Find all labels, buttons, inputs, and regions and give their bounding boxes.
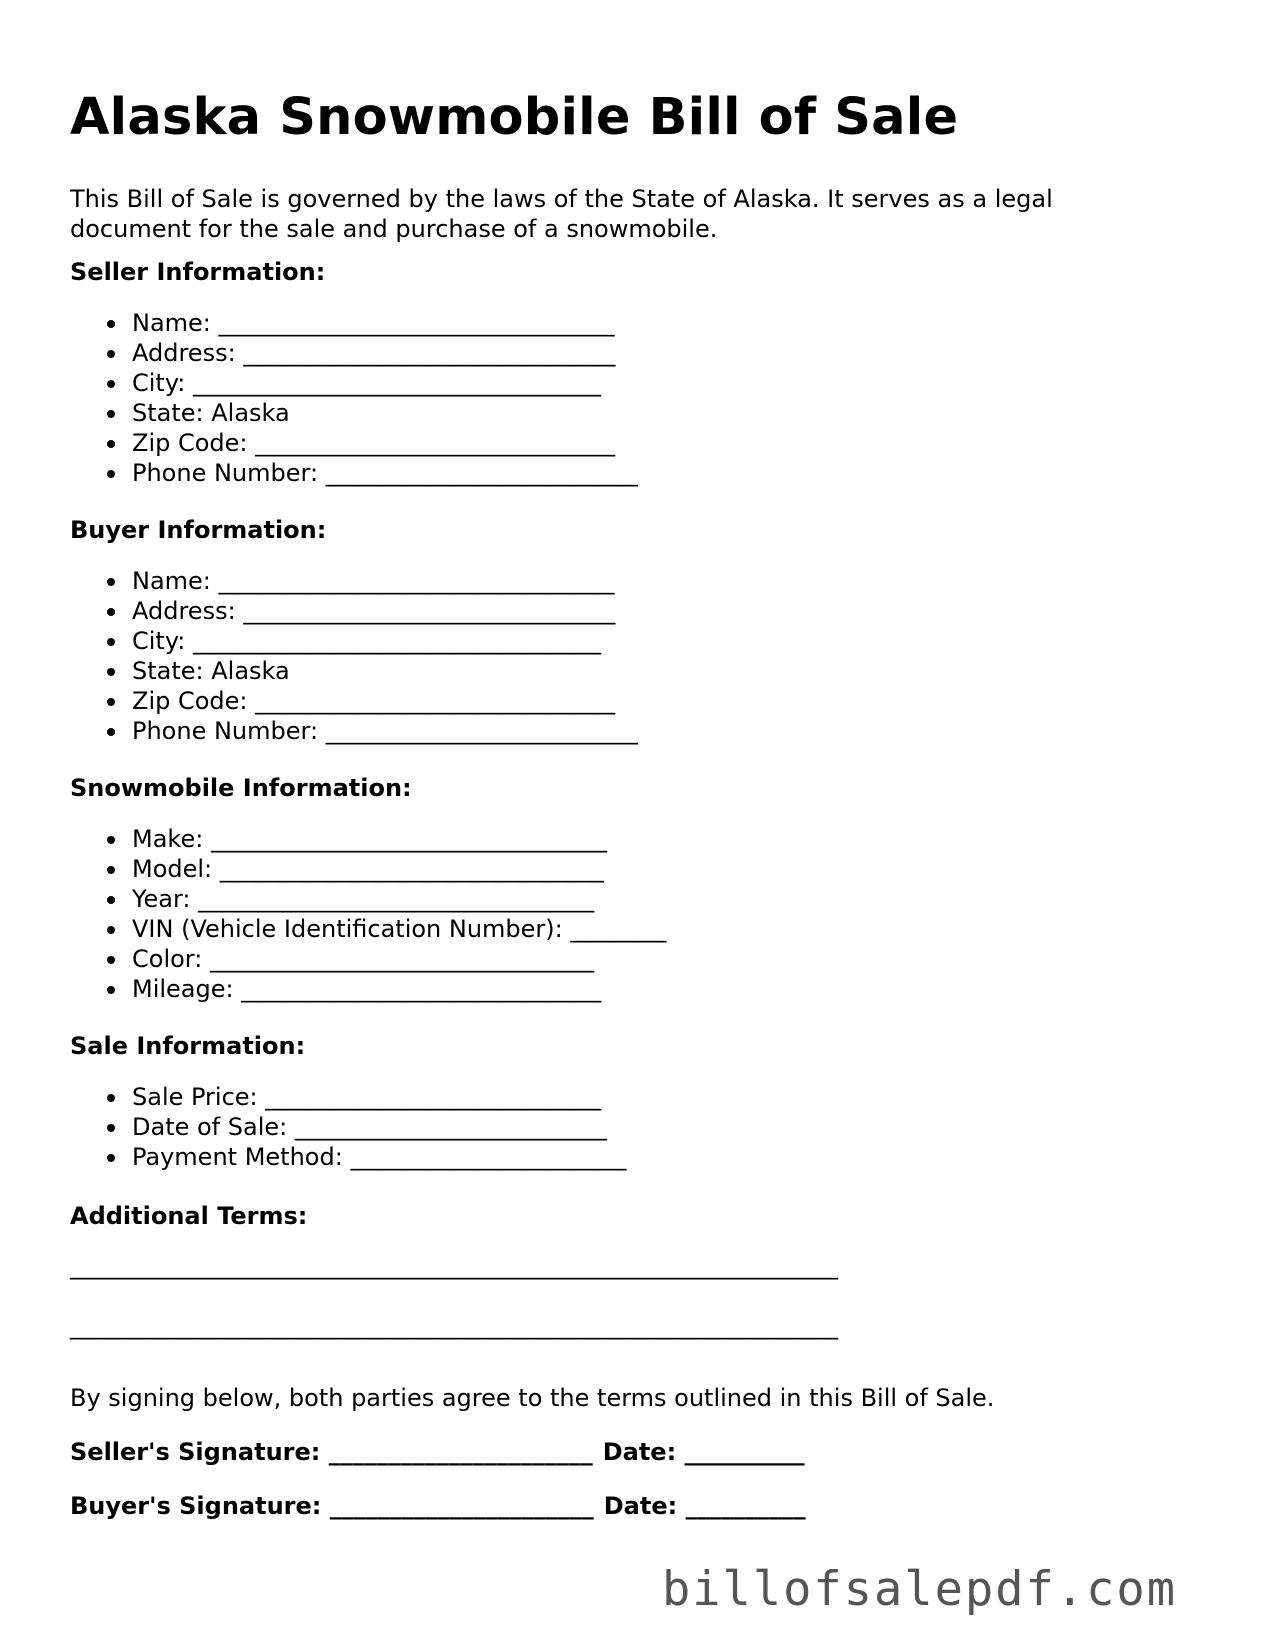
field-label: Date of Sale: <box>132 1113 288 1141</box>
buyer-state-field <box>132 656 638 686</box>
field-label: VIN (Vehicle Identification Number): <box>132 915 563 943</box>
field-blank-line[interactable]: _______________________________ <box>243 339 616 367</box>
field-label: Phone Number: <box>132 717 319 745</box>
seller-zip-field <box>132 428 638 458</box>
additional-terms-heading: Additional Terms: <box>70 1202 308 1230</box>
buyer-zip-field <box>132 686 638 716</box>
seller-city-field <box>132 368 638 398</box>
field-label: State: Alaska <box>132 657 290 685</box>
seller-signature-line[interactable]: ______________________ <box>328 1438 593 1466</box>
field-blank-line[interactable]: _______________________________ <box>243 597 616 625</box>
field-blank-line[interactable]: __________________________ <box>325 459 638 487</box>
seller-phone-field <box>132 458 638 488</box>
snowmobile-make-field <box>132 824 666 854</box>
buyer-field-list <box>70 566 638 746</box>
field-label: Zip Code: <box>132 429 248 457</box>
seller-signature-row <box>70 1438 805 1466</box>
seller-signature-label: Seller's Signature: <box>70 1438 321 1466</box>
document-title: Alaska Snowmobile Bill of Sale <box>70 88 959 147</box>
site-watermark: billofsalepdf.com <box>661 1562 1177 1617</box>
field-blank-line[interactable]: ________________________________ <box>209 945 594 973</box>
buyer-address-field <box>132 596 638 626</box>
sale-date-field <box>132 1112 626 1142</box>
payment-method-field <box>132 1142 626 1172</box>
buyer-section-heading: Buyer Information: <box>70 516 327 544</box>
field-label: Name: <box>132 309 211 337</box>
field-blank-line[interactable]: __________________________ <box>294 1113 607 1141</box>
buyer-signature-row <box>70 1492 806 1520</box>
buyer-name-field <box>132 566 638 596</box>
buyer-signature-line[interactable]: ______________________ <box>329 1492 594 1520</box>
seller-section-heading: Seller Information: <box>70 258 326 286</box>
field-label: Name: <box>132 567 211 595</box>
field-label: Year: <box>132 885 191 913</box>
field-label: Zip Code: <box>132 687 248 715</box>
seller-field-list <box>70 308 638 488</box>
snowmobile-section-heading: Snowmobile Information: <box>70 774 412 802</box>
field-blank-line[interactable]: ________________________________ <box>219 855 604 883</box>
field-blank-line[interactable]: _________________________________ <box>210 825 607 853</box>
field-blank-line[interactable]: __________________________________ <box>193 369 602 397</box>
field-label: Payment Method: <box>132 1143 343 1171</box>
field-label: Model: <box>132 855 213 883</box>
field-label: Make: <box>132 825 204 853</box>
snowmobile-mileage-field <box>132 974 666 1004</box>
field-blank-line[interactable]: _________________________________ <box>218 567 615 595</box>
field-label: Phone Number: <box>132 459 319 487</box>
seller-state-field <box>132 398 638 428</box>
snowmobile-color-field <box>132 944 666 974</box>
snowmobile-field-list <box>70 824 666 1004</box>
additional-terms-line-1[interactable]: ________________________________________________________________ <box>70 1252 838 1280</box>
field-blank-line[interactable]: _________________________________ <box>218 309 615 337</box>
field-blank-line[interactable]: __________________________________ <box>193 627 602 655</box>
sale-field-list <box>70 1082 626 1172</box>
field-blank-line[interactable]: _______________________ <box>350 1143 627 1171</box>
snowmobile-vin-field <box>132 914 666 944</box>
field-label: State: Alaska <box>132 399 290 427</box>
buyer-date-line[interactable]: __________ <box>685 1492 806 1520</box>
field-blank-line[interactable]: _________________________________ <box>198 885 595 913</box>
field-label: Color: <box>132 945 203 973</box>
sale-section-heading: Sale Information: <box>70 1032 306 1060</box>
field-label: Address: <box>132 597 236 625</box>
snowmobile-year-field <box>132 884 666 914</box>
seller-date-line[interactable]: __________ <box>684 1438 805 1466</box>
seller-date-label: Date: <box>602 1438 677 1466</box>
intro-paragraph: This Bill of Sale is governed by the laws of the State of Alaska. It serves as a legal document for the sale and purchase of a snowmobile. <box>70 185 1053 243</box>
field-blank-line[interactable]: ____________________________ <box>265 1083 602 1111</box>
buyer-signature-label: Buyer's Signature: <box>70 1492 322 1520</box>
seller-name-field <box>132 308 638 338</box>
field-blank-line[interactable]: ________ <box>570 915 667 943</box>
buyer-city-field <box>132 626 638 656</box>
field-blank-line[interactable]: ______________________________ <box>241 975 602 1003</box>
snowmobile-model-field <box>132 854 666 884</box>
field-label: Mileage: <box>132 975 234 1003</box>
field-label: City: <box>132 369 186 397</box>
agreement-statement: By signing below, both parties agree to the terms outlined in this Bill of Sale. <box>70 1384 995 1412</box>
sale-price-field <box>132 1082 626 1112</box>
field-blank-line[interactable]: __________________________ <box>325 717 638 745</box>
additional-terms-line-2[interactable]: ________________________________________________________________ <box>70 1312 838 1340</box>
seller-address-field <box>132 338 638 368</box>
field-label: Sale Price: <box>132 1083 258 1111</box>
buyer-date-label: Date: <box>603 1492 678 1520</box>
field-label: City: <box>132 627 186 655</box>
buyer-phone-field <box>132 716 638 746</box>
field-blank-line[interactable]: ______________________________ <box>255 687 616 715</box>
field-blank-line[interactable]: ______________________________ <box>255 429 616 457</box>
field-label: Address: <box>132 339 236 367</box>
